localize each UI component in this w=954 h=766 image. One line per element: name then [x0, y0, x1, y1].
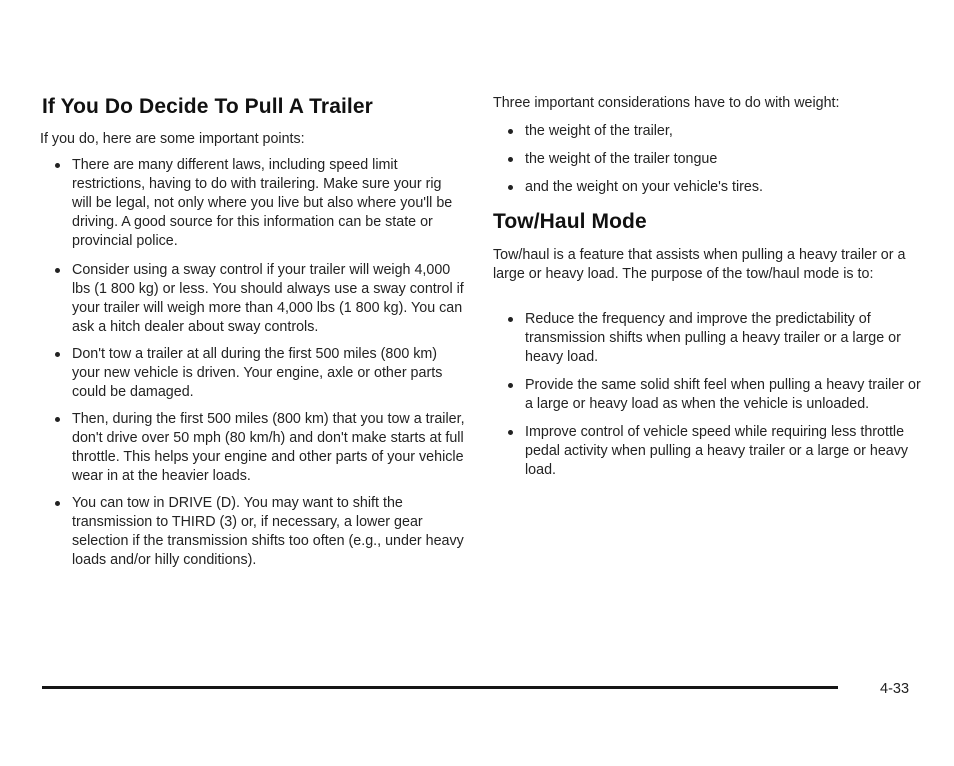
- list-item-text: the weight of the trailer,: [525, 123, 673, 139]
- list-item: [40, 494, 465, 570]
- list-item: [493, 310, 923, 367]
- list-item-text: Improve control of vehicle speed while requiring less throttle pedal activity when pulling a heavy trailer or a large or heavy load.: [525, 424, 909, 478]
- weight-intro-paragraph: Three important considerations have to do with weight:: [493, 95, 840, 111]
- bullet-icon: [55, 352, 60, 357]
- bullet-icon: [508, 430, 513, 435]
- list-item: [493, 178, 923, 197]
- list-item: [40, 156, 465, 251]
- section-heading-pull-trailer: If You Do Decide To Pull A Trailer: [42, 95, 373, 118]
- bullet-icon: [55, 268, 60, 273]
- list-item-text: Provide the same solid shift feel when pulling a heavy trailer or a large or heavy load as when the vehicle is unloaded.: [525, 377, 921, 412]
- section-heading-tow-haul: Tow/Haul Mode: [493, 210, 647, 233]
- list-item-text: You can tow in DRIVE (D). You may want to shift the transmission to THIRD (3) or, if necessary, a lower gear selection if the transmission shifts too often (e.g., under heavy loads and/or hilly conditions).: [72, 495, 464, 568]
- bullet-icon: [55, 417, 60, 422]
- list-item: [493, 150, 923, 169]
- list-item-text: Consider using a sway control if your trailer will weigh 4,000 lbs (1 800 kg) or less. You should always use a sway control if your trailer will weigh more than 4,000 lbs (1 800 kg). You can ask a hitch dealer about sway controls.: [72, 262, 464, 335]
- trailer-points-list: [40, 156, 465, 570]
- list-item-text: Don't tow a trailer at all during the first 500 miles (800 km) your new vehicle is driven. Your engine, axle or other parts could be damaged.: [72, 346, 443, 400]
- towhaul-purposes-list: [493, 310, 923, 480]
- bullet-icon: [508, 129, 513, 134]
- list-item: [493, 376, 923, 414]
- bullet-icon: [508, 383, 513, 388]
- list-item-text: Reduce the frequency and improve the predictability of transmission shifts when pulling a heavy trailer or a large or heavy load.: [525, 311, 901, 365]
- towhaul-intro-paragraph: Tow/haul is a feature that assists when pulling a heavy trailer or a large or heavy load. The purpose of the tow/haul mode is to:: [493, 247, 906, 282]
- bullet-icon: [508, 185, 513, 190]
- intro-paragraph: If you do, here are some important points:: [40, 131, 305, 147]
- page-number: 4-33: [880, 681, 910, 697]
- list-item: [493, 122, 923, 141]
- list-item: [40, 261, 465, 337]
- weight-considerations-list: [493, 122, 923, 197]
- list-item: [40, 345, 465, 402]
- bullet-icon: [508, 317, 513, 322]
- bullet-icon: [55, 501, 60, 506]
- list-item-text: the weight of the trailer tongue: [525, 151, 718, 167]
- bullet-icon: [508, 157, 513, 162]
- list-item-text: and the weight on your vehicle's tires.: [525, 179, 763, 195]
- list-item: [40, 410, 465, 486]
- list-item-text: Then, during the first 500 miles (800 km) that you tow a trailer, don't drive over 50 mph (80 km/h) and don't make starts at full throttle. This helps your engine and other parts of your vehicle wear in at the heavier loads.: [72, 411, 465, 484]
- footer-divider: [42, 686, 838, 689]
- bullet-icon: [55, 163, 60, 168]
- list-item-text: There are many different laws, including speed limit restrictions, having to do with trailering. Make sure your rig will be legal, not only where you live but also where you'll be driving. A good source for this information can be state or provincial police.: [72, 157, 453, 249]
- list-item: [493, 423, 923, 480]
